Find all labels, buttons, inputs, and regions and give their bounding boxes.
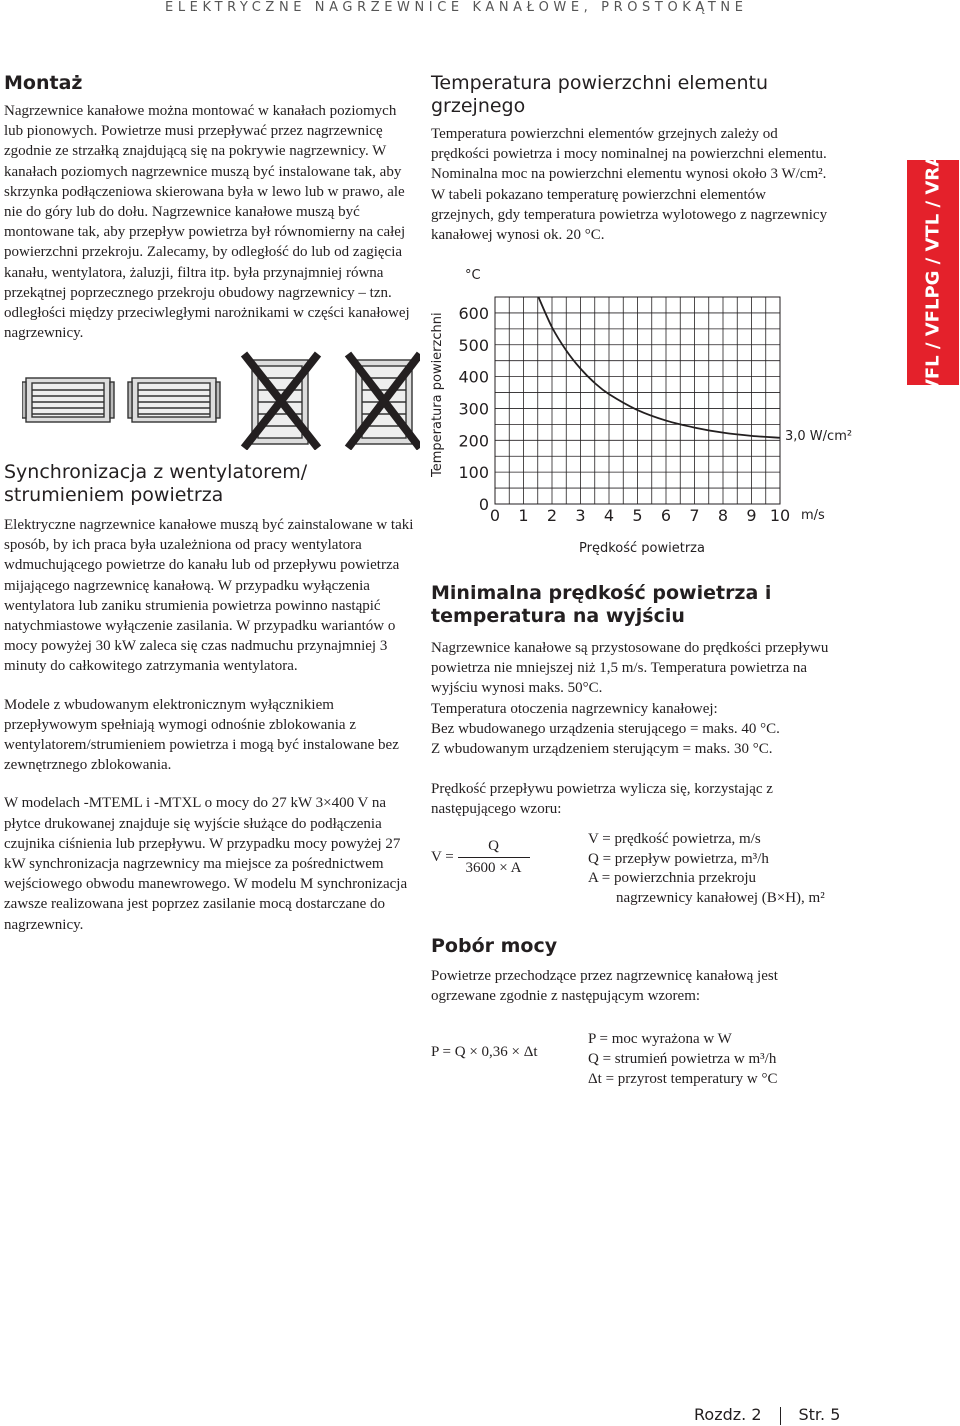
montaz-text: Nagrzewnice kanałowe można montować w kanałach poziomych lub pionowych. Powietrze musi przepływać przez nagrzewnicę zgodnie ze strzałką znajdującą się na pokrywie nagrzewnicy. W kanałach poziomych nagrzewnice muszą być instalowane tak, aby skrzynka podłączeniowa skierowana była w lewo lub w prawo, ale nie do góry lub do dołu. Nagrzewnice kanałowe muszą być montowane tak, aby przepływ powietrza był równomierny na całej powierzchni przekroju. Zalecamy, by odległość do lub od zagięcia kanału, wentylatora, żaluzji, filtra itp. była przynajmniej równa przekątnej poprzecznego przekroju obudowy nagrzewnicy – tzn. odległości między przeciwległymi narożnikami w części kanałowej nagrzewnicy. <box>4 103 410 342</box>
power-heading: Pobór mocy <box>431 935 558 957</box>
footer-chapter: Rozdz. 2 <box>694 1405 762 1424</box>
chart-x-ticks <box>490 506 790 525</box>
sync-paragraph-3: W modelach -MTEML i -MTXL o mocy do 27 kW 3×400 V na płytce drukowanej znajduje się wyjście służące do podłączenia czujnika ciśnienia lub przepływu. W przypadku mocy powyżej 27 kW synchronizacja nagrzewnicy ma miejsce za pośrednictwem wejściowego obwodu manewrowego. W modelu M synchronizacja zawsze realizowana jest poprzez zasilanie mocą dostarczane do nagrzewnicy. <box>4 795 408 933</box>
minspeed-paragraph-3: Bez wbudowanego urządzenia sterującego = maks. 40 °C. <box>431 720 780 737</box>
sync-heading-line2: strumieniem powietrza <box>4 484 224 506</box>
installation-illustrations <box>22 350 420 450</box>
side-tab-label: VFL / VFLPG / VTL / VRA <box>922 152 944 393</box>
footer-page: Str. 5 <box>798 1405 841 1424</box>
heater-box-down-not-allowed-illustration <box>348 354 420 448</box>
chart-x-tick-label: 2 <box>546 506 558 525</box>
section-side-tab <box>907 152 959 393</box>
chart-x-tick-label: 9 <box>746 506 757 525</box>
chart-x-tick-label: 8 <box>717 506 729 525</box>
chart-y-tick-label: 0 <box>478 495 489 514</box>
temperature-chart <box>425 262 855 562</box>
temp-text: Temperatura powierzchni elementów grzejnych zależy od prędkości powietrza i mocy nominalnej na powierzchni elementu. Nominalna moc na powierzchni elementu wynosi około 3 W/cm². W tabeli pokazano temperaturę powierzchni elementów grzejnych, gdy temperatura powietrza wylotowego z nagrzewnicy kanałowej wynosi ok. 20 °C. <box>431 126 828 244</box>
velocity-formula-denominator: 3600 × A <box>465 860 522 876</box>
chart-x-tick-label: 0 <box>489 506 501 525</box>
chart-x-tick-label: 6 <box>660 506 672 525</box>
velocity-formula-fraction <box>458 838 530 877</box>
chart-y-ticks <box>458 304 489 514</box>
chart-x-unit: m/s <box>801 508 825 523</box>
chart-y-label: Temperatura powierzchni <box>430 312 445 477</box>
chart-y-tick-label: 200 <box>458 431 489 451</box>
velocity-legend-q: Q = przepływ powietrza, m³/h <box>588 850 769 867</box>
chart-y-unit: °C <box>465 268 481 283</box>
chart-y-tick-label: 100 <box>458 463 489 483</box>
minspeed-paragraph-2: Temperatura otoczenia nagrzewnicy kanałowej: <box>431 700 718 717</box>
page-footer <box>694 1405 840 1425</box>
velocity-formula-numerator: Q <box>458 838 530 858</box>
velocity-legend-a-cont: nagrzewnicy kanałowej (B×H), m² <box>616 889 825 906</box>
minspeed-heading-line1: Minimalna prędkość powietrza i <box>431 582 772 604</box>
chart-x-tick-label: 4 <box>603 506 615 525</box>
chart-x-label: Prędkość powietrza <box>579 541 705 556</box>
power-section <box>431 935 831 1006</box>
temp-heading-line1: Temperatura powierzchni elementu <box>431 72 768 94</box>
chart-y-tick-label: 300 <box>458 399 489 419</box>
montaz-heading: Montaż <box>4 72 83 94</box>
chart-x-tick-label: 7 <box>689 506 700 525</box>
page-header: ELEKTRYCZNE NAGRZEWNICE KANAŁOWE, PROSTOKĄTNE <box>165 0 748 15</box>
heater-box-up-not-allowed-illustration <box>244 354 318 448</box>
chart-x-tick-label: 10 <box>769 506 791 525</box>
heater-horizontal-ok-illustration <box>22 378 114 422</box>
velocity-formula-lhs: V = <box>431 849 454 865</box>
power-formula-legend <box>588 1029 777 1089</box>
right-column <box>431 72 831 245</box>
chart-y-tick-label: 400 <box>458 367 489 387</box>
chart-series-line <box>538 295 780 437</box>
power-text: Powietrze przechodzące przez nagrzewnicę kanałową jest ogrzewane zgodnie z następującym wzorem: <box>431 968 778 1005</box>
velocity-formula-legend <box>588 830 825 908</box>
chart-series-label: 3,0 W/cm² <box>785 429 853 444</box>
left-column <box>4 72 414 343</box>
chart-y-tick-label: 500 <box>458 335 489 355</box>
sync-paragraph-1: Elektryczne nagrzewnice kanałowe muszą być zainstalowane w taki sposób, by ich praca była uzależniona od pracy wentylatora wdmuchującego powietrze do kanału lub od przepływu powietrza mijającego nagrzewnicę kanałową. W przypadku wyłączenia wentylatora lub zaniku strumienia powietrza powinno nastąpić natychmiastowe wyłączenie zasilania. W przypadku wariantów o mocy powyżej 30 kW zaleca się czas nadmuchu przynajmniej 3 minuty do całkowitego zatrzymania wentylatora. <box>4 517 414 675</box>
velocity-legend-v: V = prędkość powietrza, m/s <box>588 831 761 847</box>
temp-heading-line2: grzejnego <box>431 95 526 117</box>
power-legend-p: P = moc wyrażona w W <box>588 1031 732 1047</box>
velocity-legend-a: A = powierzchnia przekroju <box>588 870 756 886</box>
sync-section <box>4 461 414 935</box>
chart-y-tick-label: 600 <box>458 303 489 323</box>
chart-grid <box>495 297 780 504</box>
minspeed-paragraph-1: Nagrzewnice kanałowe są przystosowane do prędkości przepływu powietrza nie mniejszej niż 1,5 m/s. Temperatura powietrza na wyjściu wynosi maks. 50°C. <box>431 640 829 697</box>
minspeed-section <box>431 582 831 820</box>
chart-x-tick-label: 3 <box>575 506 586 525</box>
chart-x-tick-label: 1 <box>518 506 529 525</box>
minspeed-paragraph-5: Prędkość przepływu powietrza wylicza się, korzystając z następującego wzoru: <box>431 781 773 818</box>
sync-heading-line1: Synchronizacja z wentylatorem/ <box>4 461 308 483</box>
power-legend-q: Q = strumień powietrza w m³/h <box>588 1051 777 1067</box>
footer-separator <box>780 1407 781 1425</box>
chart-x-tick-label: 5 <box>632 506 643 525</box>
power-legend-dt: Δt = przyrost temperatury w °C <box>588 1071 778 1087</box>
minspeed-heading-line2: temperatura na wyjściu <box>431 605 685 627</box>
velocity-formula <box>431 838 530 877</box>
sync-paragraph-2: Modele z wbudowanym elektronicznym wyłącznikiem przepływowym spełniają wymogi odnośnie zblokowania z wentylatorem/strumieniem powietrza i mogą być instalowane bez zewnętrznego zblokowania. <box>4 696 399 774</box>
power-formula: P = Q × 0,36 × Δt <box>431 1044 538 1060</box>
heater-horizontal-ok-2-illustration <box>128 378 220 422</box>
minspeed-paragraph-4: Z wbudowanym urządzeniem sterującym = maks. 30 °C. <box>431 741 773 758</box>
